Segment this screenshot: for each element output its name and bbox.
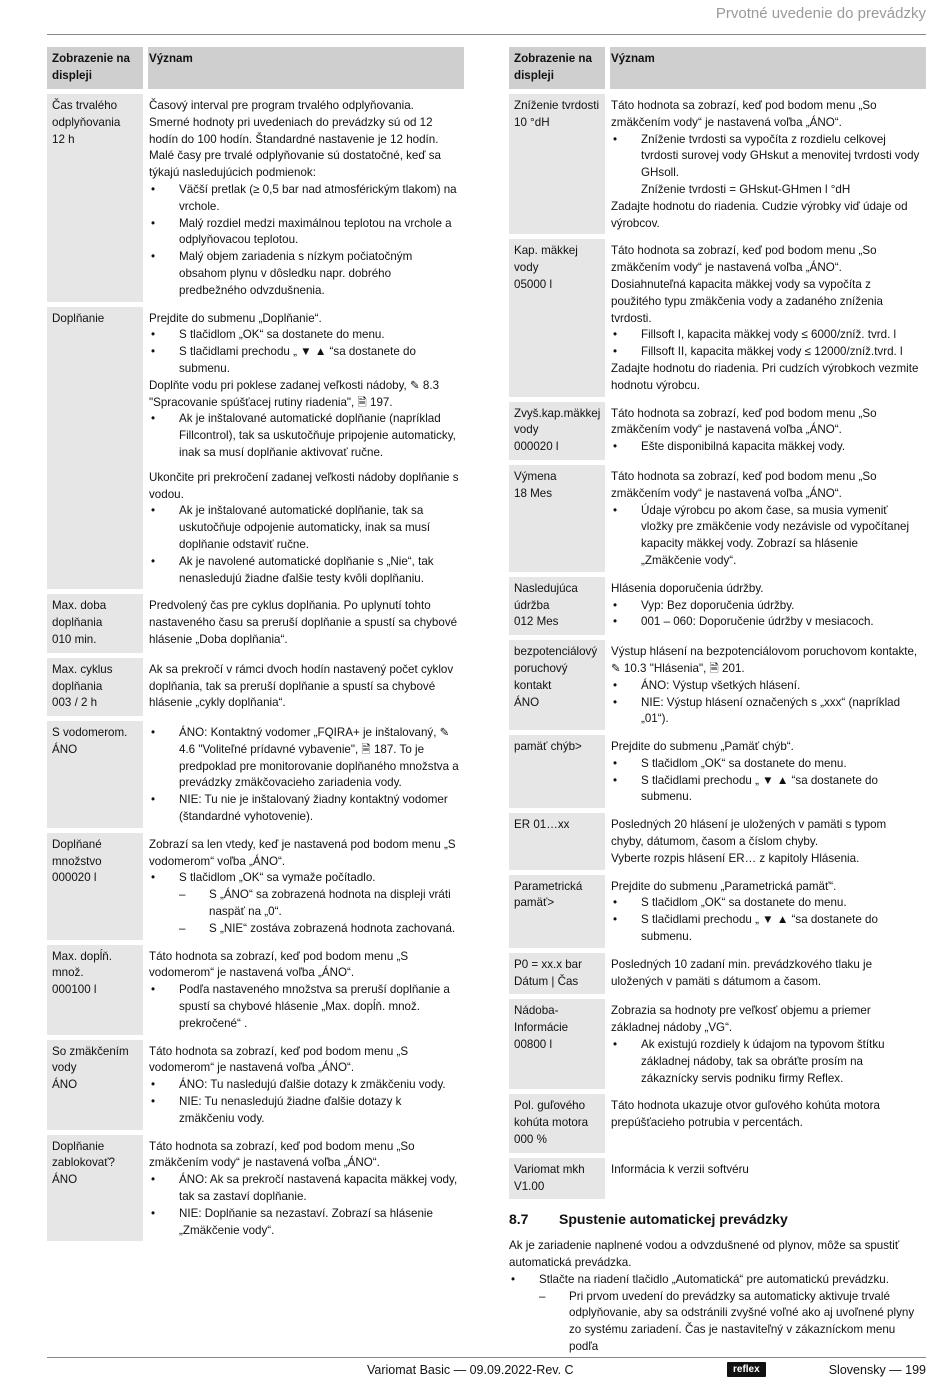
meaning-cell bbox=[148, 658, 464, 716]
table-header bbox=[47, 47, 464, 89]
paragraph: Prejdite do submenu „Pamäť chýb“. bbox=[611, 740, 794, 754]
bullet-item: • Väčší pretlak (≥ 0,5 bar nad atmosférickým tlakom) na vrchole. bbox=[149, 182, 459, 216]
section-paragraph: Ak je zariadenie naplnené vodou a odvzdušnené od plynov, môže sa spustiť automatická prevádzka. bbox=[509, 1239, 900, 1270]
display-label: ÁNO bbox=[52, 1173, 78, 1187]
meaning-cell bbox=[148, 307, 464, 590]
paragraph: Táto hodnota sa zobrazí, keď pod bodom menu „So zmäkčením vody“ je nastavená voľba „ÁNO“. bbox=[611, 99, 877, 129]
display-cell bbox=[509, 94, 605, 234]
meaning-cell bbox=[610, 999, 926, 1089]
section-dash-item: – Pri prvom uvedení do prevádzky sa automaticky aktivuje trvalé odplyňovanie, aby sa odstránili zvyšné voľné ako aj uvoľnené plyny zo systému zariadení. Čas je nastaviteľný v zákazníckom menu podľa bbox=[509, 1289, 926, 1356]
paragraph: Ak sa prekročí v rámci dvoch hodín nastavený počet cyklov doplňania, tak sa preruší doplňanie a spustí sa chybové hlásenie „cykly doplňania“. bbox=[149, 662, 454, 710]
bullet-item: • S tlačidlom „OK“ sa dostanete do menu. bbox=[149, 327, 459, 344]
display-cell bbox=[47, 594, 143, 652]
display-label: ER 01…xx bbox=[514, 818, 570, 832]
paragraph: Táto hodnota sa zobrazí, keď pod bodom menu „So zmäkčením vody“ je nastavená voľba „ÁNO“. bbox=[611, 469, 877, 500]
bullet-item: • Ak je navolené automatické doplňanie s „Nie“, tak nenasledujú žiadne ďalšie testy kvôli doplňaniu. bbox=[149, 554, 459, 588]
table-row bbox=[509, 577, 926, 635]
meaning-cell bbox=[610, 577, 926, 635]
meaning-cell bbox=[610, 1094, 926, 1152]
display-cell bbox=[509, 465, 605, 572]
bullet-item: • NIE: Doplňanie sa nezastaví. Zobrazí sa hlásenie „Zmäkčenie vody“. bbox=[149, 1206, 459, 1240]
meaning-cell bbox=[148, 721, 464, 828]
display-label: Max. dopĺň. množ. bbox=[52, 949, 112, 980]
bullet-item: • Údaje výrobcu po akom čase, sa musia vymeniť vložky pre zmäkčenie vody nezávisle od vypočítanej kapacity mäkkej vody. Zobrazí sa hlásenie „Zmäkčenie vody“. bbox=[611, 503, 921, 570]
display-cell bbox=[509, 640, 605, 730]
dash-item: – S „ÁNO“ sa zobrazená hodnota na displeji vráti naspäť na „0“. bbox=[149, 887, 459, 921]
display-label: pamäť chýb> bbox=[514, 740, 582, 754]
display-label: 012 Mes bbox=[514, 615, 559, 629]
display-cell bbox=[47, 1135, 143, 1242]
table-row bbox=[509, 239, 926, 396]
display-label: Doplňané množstvo bbox=[52, 837, 102, 868]
display-cell bbox=[509, 1094, 605, 1152]
bullet-item: • ÁNO: Ak sa prekročí nastavená kapacita mäkkej vody, tak sa zastaví doplňanie. bbox=[149, 1172, 459, 1206]
display-label: ÁNO bbox=[514, 695, 540, 709]
top-rule bbox=[47, 34, 926, 35]
bullet-item: • Malý objem zariadenia s nízkym počiatočným obsahom plynu v dôsledku napr. dobrého predbežného odvzdušnenia. bbox=[149, 249, 459, 299]
paragraph: Zadajte hodnotu do riadenia. Cudzie výrobky viď údaje od výrobcov. bbox=[611, 199, 908, 230]
bullet-item: • ÁNO: Tu nasledujú ďalšie dotazy k zmäkčeniu vody. bbox=[149, 1077, 459, 1094]
bullet-item: • NIE: Tu nie je inštalovaný žiadny kontaktný vodomer (štandardné vyhotovenie). bbox=[149, 792, 459, 826]
meaning-cell bbox=[148, 94, 464, 302]
display-label: 12 h bbox=[52, 132, 75, 146]
table-row bbox=[509, 735, 926, 808]
display-label: ÁNO bbox=[52, 742, 78, 756]
display-cell bbox=[509, 577, 605, 635]
bullet-item: • Ak je inštalované automatické doplňanie (napríklad Fillcontrol), tak sa uskutočňuje pripojenie automaticky, inak sa musí doplňanie aktivovať ručne. bbox=[149, 411, 459, 461]
bullet-item: • Fillsoft I, kapacita mäkkej vody ≤ 6000/zníž. tvrd. l bbox=[611, 327, 921, 344]
display-label: 000020 l bbox=[52, 871, 97, 885]
meaning-cell bbox=[610, 875, 926, 948]
footer-page-number: Slovensky — 199 bbox=[828, 1363, 926, 1377]
bullet-item: • ÁNO: Výstup všetkých hlásení. bbox=[611, 678, 921, 695]
table-row bbox=[47, 945, 464, 1035]
section-heading bbox=[509, 1211, 926, 1228]
display-label: 05000 l bbox=[514, 277, 553, 291]
bullet-item: • Zníženie tvrdosti sa vypočíta z rozdielu celkovej tvrdosti surovej vody GHskut a menovitej tvrdosti vody GHsoll. bbox=[611, 132, 921, 182]
bullet-item: • NIE: Výstup hlásení označených s „xxx“ (napríklad „01“). bbox=[611, 695, 921, 729]
display-label: Doplňanie zablokovať? bbox=[52, 1139, 116, 1170]
paragraph: Malé časy pre trvalé odplyňovanie sú dostatočné, keď sa týkajú nasledujúcich podmienok: bbox=[149, 149, 441, 180]
paragraph: Táto hodnota sa zobrazí, keď pod bodom menu „S vodomerom“ je nastavená voľba „ÁNO“. bbox=[149, 1044, 409, 1075]
bullet-item: • Podľa nastaveného množstva sa preruší doplňanie a spustí sa chybové hlásenie „Max. dopĺň. množ. prekročené“ . bbox=[149, 982, 459, 1032]
table-row bbox=[509, 1094, 926, 1152]
bullet-item: • S tlačidlom „OK“ sa dostanete do menu. bbox=[611, 756, 921, 773]
reflex-logo: reflex bbox=[727, 1362, 766, 1377]
table-header bbox=[509, 47, 926, 89]
header-display: Zobrazenie na displeji bbox=[47, 47, 143, 89]
display-label: Pol. guľového kohúta motora bbox=[514, 1099, 589, 1130]
meaning-cell bbox=[148, 833, 464, 940]
bullet-item: • Ak existujú rozdiely k údajom na typovom štítku základnej nádoby, tak sa obráťte prosím na zákaznícky servis podniku firmy Reflex. bbox=[611, 1037, 921, 1087]
table-row bbox=[509, 875, 926, 948]
paragraph: Zadajte hodnotu do riadenia. Pri cudzích výrobkoch vezmite hodnotu výrobcu. bbox=[611, 361, 919, 392]
display-label: Nasledujúca údržba bbox=[514, 581, 578, 612]
display-cell bbox=[509, 813, 605, 869]
paragraph: Smerné hodnoty pri uvedeniach do prevádzky sú od 12 hodín do 100 hodín. Štandardné nastavenie je 12 hodín. bbox=[149, 115, 439, 146]
display-cell bbox=[47, 833, 143, 940]
table-row bbox=[47, 721, 464, 828]
left-table-body bbox=[47, 94, 464, 1241]
display-label: 000 % bbox=[514, 1133, 547, 1147]
display-label: ÁNO bbox=[52, 1078, 78, 1092]
meaning-cell bbox=[610, 735, 926, 808]
section-number: 8.7 bbox=[509, 1211, 529, 1228]
display-label: P0 = xx.x bar bbox=[514, 957, 582, 971]
display-label: 10 °dH bbox=[514, 115, 550, 129]
table-row bbox=[47, 1040, 464, 1130]
header-display: Zobrazenie na displeji bbox=[509, 47, 605, 89]
display-cell bbox=[47, 658, 143, 716]
meaning-cell bbox=[610, 239, 926, 396]
section-title: Spustenie automatickej prevádzky bbox=[559, 1211, 788, 1228]
bullet-item: • S tlačidlami prechodu „ ▼ ▲ “sa dostanete do submenu. bbox=[611, 773, 921, 807]
bottom-rule bbox=[47, 1357, 926, 1358]
table-row bbox=[509, 640, 926, 730]
meaning-cell bbox=[148, 945, 464, 1035]
right-column bbox=[509, 47, 926, 1356]
header-meaning: Význam bbox=[148, 47, 464, 89]
paragraph: Posledných 20 hlásení je uložených v pamäti s typom chyby, dátumom, časom a číslom chyby. bbox=[611, 818, 887, 849]
meaning-cell bbox=[610, 402, 926, 460]
section-bullet: • Stlačte na riadení tlačidlo „Automatická“ pre automatickú prevádzku. bbox=[509, 1272, 926, 1289]
table-row bbox=[47, 94, 464, 302]
display-label: 000020 l bbox=[514, 440, 559, 454]
footer-document-title: Variomat Basic — 09.09.2022-Rev. C bbox=[367, 1363, 574, 1377]
paragraph: Táto hodnota sa zobrazí, keď pod bodom menu „So zmäkčením vody“ je nastavená voľba „ÁNO“. bbox=[149, 1139, 415, 1170]
paragraph: Prejdite do submenu „Doplňanie“. bbox=[149, 311, 322, 325]
display-label: So zmäkčením vody bbox=[52, 1044, 129, 1075]
display-label: Zníženie tvrdosti bbox=[514, 99, 600, 112]
paragraph: Táto hodnota sa zobrazí, keď pod bodom menu „S vodomerom“ je nastavená voľba „ÁNO“. bbox=[149, 949, 409, 980]
display-label: Výmena bbox=[514, 469, 557, 483]
display-label: bezpotenciálový poruchový kontakt bbox=[514, 645, 598, 692]
display-cell bbox=[47, 721, 143, 828]
paragraph: Časový interval pre program trvalého odplyňovania. bbox=[149, 99, 414, 112]
display-cell bbox=[509, 999, 605, 1089]
display-cell bbox=[509, 402, 605, 460]
right-table-body bbox=[509, 94, 926, 1199]
bullet-item: • ÁNO: Kontaktný vodomer „FQIRA+ je inštalovaný, ✎ 4.6 "Voliteľné prídavné vybavenie", 🗎 187. To je predpoklad pre monitorovanie doplňaného množstva a prevádzky zmäkčovacieho zariadenia vody. bbox=[149, 725, 459, 792]
table-row bbox=[47, 658, 464, 716]
header-meaning: Význam bbox=[610, 47, 926, 89]
display-label: Čas trvalého odplyňovania bbox=[52, 99, 121, 129]
display-label: Max. cyklus doplňania bbox=[52, 662, 113, 693]
bullet-item: • NIE: Tu nenasledujú žiadne ďalšie dotazy k zmäkčeniu vody. bbox=[149, 1094, 459, 1128]
display-label: Kap. mäkkej vody bbox=[514, 244, 578, 275]
bullet-item: • Vyp: Bez doporučenia údržby. bbox=[611, 598, 921, 615]
display-cell bbox=[509, 735, 605, 808]
bullet-item: • Malý rozdiel medzi maximálnou teplotou na vrchole a odplyňovacou teplotou. bbox=[149, 216, 459, 250]
meaning-cell bbox=[610, 813, 926, 869]
paragraph: Dosiahnuteľná kapacita mäkkej vody sa vypočíta z použitého typu zmäkčenia vody a zadaného zníženia tvrdosti. bbox=[611, 277, 883, 325]
table-row bbox=[47, 594, 464, 652]
meaning-cell bbox=[148, 594, 464, 652]
meaning-cell bbox=[610, 640, 926, 730]
table-row bbox=[509, 999, 926, 1089]
display-label: 003 / 2 h bbox=[52, 696, 98, 710]
paragraph: Informácia k verzii softvéru bbox=[611, 1162, 749, 1176]
display-label: Variomat mkh V1.00 bbox=[514, 1162, 585, 1193]
paragraph: Hlásenia doporučenia údržby. bbox=[611, 581, 764, 595]
bullet-item: • S tlačidlami prechodu „ ▼ ▲ “sa dostanete do submenu. bbox=[149, 344, 459, 378]
display-label: Zvyš.kap.mäkkej vody bbox=[514, 406, 601, 437]
bullet-item: • 001 – 060: Doporučenie údržby v mesiacoch. bbox=[611, 614, 921, 631]
paragraph: Zníženie tvrdosti = GHskut-GHmen l °dH bbox=[641, 182, 851, 196]
display-label: Max. doba doplňania bbox=[52, 599, 107, 630]
display-label: 00800 l bbox=[514, 1038, 553, 1052]
paragraph: Zobrazia sa hodnoty pre veľkosť objemu a priemer základnej nádoby „VG“. bbox=[611, 1004, 871, 1035]
running-header: Prvotné uvedenie do prevádzky bbox=[715, 5, 926, 22]
display-cell bbox=[509, 239, 605, 396]
display-cell bbox=[47, 1040, 143, 1130]
display-cell bbox=[47, 307, 143, 590]
display-label: Nádoba-Informácie bbox=[514, 1004, 569, 1035]
meaning-cell bbox=[148, 1135, 464, 1242]
bullet-item: • Ešte disponibilná kapacita mäkkej vody. bbox=[611, 439, 921, 456]
paragraph: Ukončite pri prekročení zadanej veľkosti nádoby doplňanie s vodou. bbox=[149, 470, 459, 501]
bullet-item: • S tlačidlom „OK“ sa dostanete do menu. bbox=[611, 895, 921, 912]
meaning-cell bbox=[610, 465, 926, 572]
display-cell bbox=[47, 94, 143, 302]
table-row bbox=[509, 1158, 926, 1200]
display-cell bbox=[509, 875, 605, 948]
paragraph: Predvolený čas pre cyklus doplňania. Po uplynutí tohto nastaveného času sa preruší doplňanie a spustí sa chybové hlásenie „Doba doplňania“. bbox=[149, 599, 458, 646]
bullet-item: • Fillsoft II, kapacita mäkkej vody ≤ 12000/zníž.tvrd. l bbox=[611, 344, 921, 361]
meaning-cell bbox=[610, 94, 926, 234]
table-row bbox=[509, 465, 926, 572]
meaning-cell bbox=[148, 1040, 464, 1130]
display-label: 18 Mes bbox=[514, 486, 553, 500]
paragraph: Vyberte rozpis hlásení ER… z kapitoly Hlásenia. bbox=[611, 851, 860, 865]
display-label: 000100 l bbox=[52, 983, 97, 997]
paragraph: Táto hodnota sa zobrazí, keď pod bodom menu „So zmäkčením vody“ je nastavená voľba „ÁNO“. bbox=[611, 244, 877, 275]
table-row bbox=[509, 953, 926, 995]
bullet-item: • S tlačidlom „OK“ sa vymaže počítadlo. bbox=[149, 870, 459, 887]
display-cell bbox=[47, 945, 143, 1035]
spacer bbox=[149, 462, 459, 470]
paragraph: Táto hodnota ukazuje otvor guľového kohúta motora prepúšťacieho potrubia v percentách. bbox=[611, 1099, 880, 1130]
bullet-item: • Ak je inštalované automatické doplňanie, tak sa uskutočňuje odpojenie automaticky, inak sa musí doplňanie odstaviť ručne. bbox=[149, 503, 459, 553]
display-label: S vodomerom. bbox=[52, 726, 128, 740]
table-row bbox=[47, 1135, 464, 1242]
paragraph: Posledných 10 zadaní min. prevádzkového tlaku je uložených v pamäti s dátumom a časom. bbox=[611, 957, 873, 988]
table-row bbox=[47, 833, 464, 940]
bullet-item: • S tlačidlami prechodu „ ▼ ▲ “sa dostanete do submenu. bbox=[611, 912, 921, 946]
table-row bbox=[47, 307, 464, 590]
display-label: Dátum | Čas bbox=[514, 974, 579, 988]
dash-item: – S „NIE“ zostáva zobrazená hodnota zachovaná. bbox=[149, 921, 459, 938]
meaning-cell bbox=[610, 1158, 926, 1200]
paragraph: Prejdite do submenu „Parametrická pamäť“. bbox=[611, 879, 837, 893]
paragraph: Výstup hlásení na bezpotenciálovom poruchovom kontakte, ✎ 10.3 "Hlásenia", 🗎 201. bbox=[611, 645, 918, 675]
left-column bbox=[47, 47, 464, 1246]
display-cell bbox=[509, 953, 605, 995]
display-label: 010 min. bbox=[52, 632, 97, 646]
table-row bbox=[509, 402, 926, 460]
paragraph: Táto hodnota sa zobrazí, keď pod bodom menu „So zmäkčením vody“ je nastavená voľba „ÁNO“. bbox=[611, 406, 877, 437]
paragraph: Zobrazí sa len vtedy, keď je nastavená pod bodom menu „S vodomerom“ voľba „ÁNO“. bbox=[149, 837, 456, 868]
table-row bbox=[509, 813, 926, 869]
paragraph: Doplňte vodu pri poklese zadanej veľkosti nádoby, ✎ 8.3 "Spracovanie spúšťacej rutiny riadenia", 🗎 197. bbox=[149, 378, 440, 409]
display-cell bbox=[509, 1158, 605, 1200]
meaning-cell bbox=[610, 953, 926, 995]
display-label: Parametrická pamäť> bbox=[514, 879, 583, 910]
table-row bbox=[509, 94, 926, 234]
display-label: Doplňanie bbox=[52, 311, 105, 325]
